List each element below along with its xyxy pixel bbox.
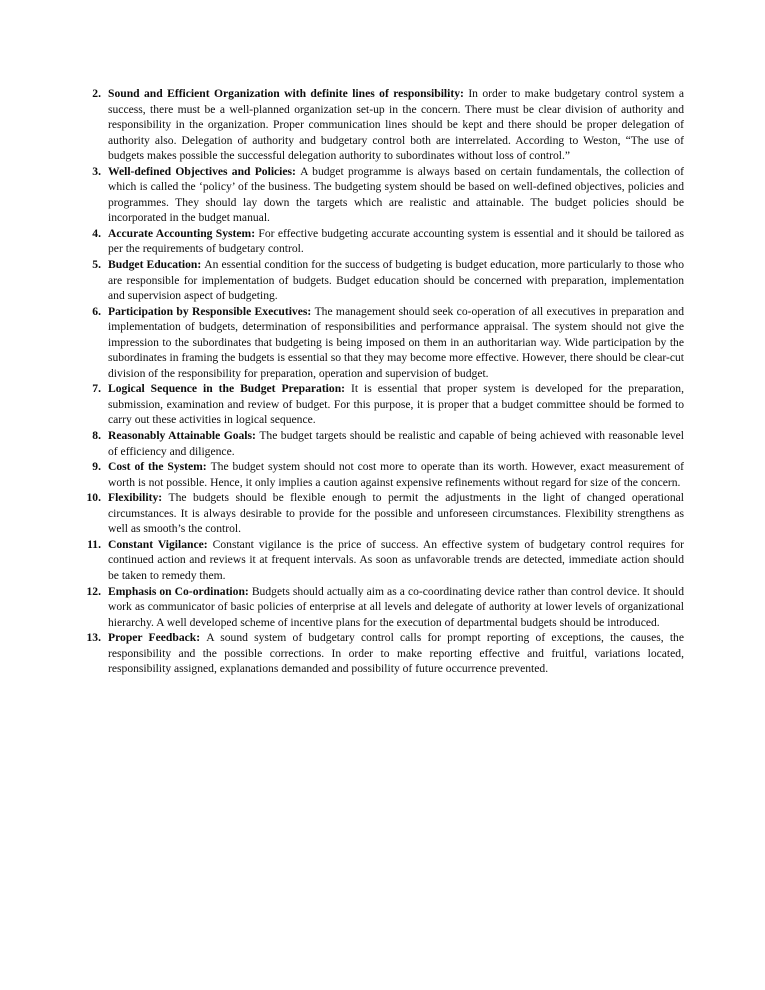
list-item-body <box>108 164 684 226</box>
list-item-number: 4. <box>92 226 101 240</box>
list-item-text: The management should seek co-operation of all executives in preparation and implementation of budgets, determination of responsibilities and performance appraisal. The system should not give the impression to the subordinates that budgeting is being imposed on them in an authoritarian way. Wide participation by the subordinates in framing the budgets is essential so that they may become more effective. However, there should be clear-cut division of the responsibility for preparation, operation and supervision of budget. <box>108 304 684 380</box>
list-item-number: 8. <box>92 429 101 443</box>
list-item-number: 7. <box>92 382 101 396</box>
list-item-body <box>108 630 684 677</box>
list-item-body <box>108 459 684 490</box>
list-item-term: Participation by Responsible Executives: <box>108 304 312 318</box>
list-item-number: 13. <box>86 631 101 645</box>
list-item-text: The budget targets should be realistic and capable of being achieved with reasonable level of efficiency and diligence. <box>108 429 684 458</box>
list-item <box>82 490 684 537</box>
list-item <box>82 257 684 304</box>
list-item <box>82 428 684 459</box>
list-item-text: For effective budgeting accurate accounting system is essential and it should be tailored as per the requirements of budgetary control. <box>108 226 685 256</box>
list-item-term: Proper Feedback: <box>108 631 201 645</box>
list-item-number: 11. <box>87 537 101 551</box>
list-item-term: Flexibility: <box>108 491 163 505</box>
list-item-text: It is essential that proper system is developed for the preparation, submission, examination and review of budget. For this purpose, it is proper that a budget committee should be formed to carry out these activities in logical sequence. <box>108 382 684 427</box>
list-item-text: In order to make budgetary control system a success, there must be a well-planned organization set-up in the concern. There must be clear division of authority and responsibility in the organization. Proper communication lines should be kept and there should be proper delegation of authority also. Delegation of authority and budgetary control both are interrelated. According to Weston, “The use of budgets makes possible the successful delegation authority to subordinates without loss of control.” <box>108 87 684 163</box>
list-item-text: The budgets should be flexible enough to permit the adjustments in the light of changed operational circumstances. It is always desirable to provide for the possible and unforeseen circumstances. Flexibility strengthens as well as smooth’s the control. <box>108 491 684 536</box>
list-item-number: 2. <box>92 87 101 100</box>
list-item <box>82 537 684 584</box>
list-item-text: A budget programme is always based on certain fundamentals, the collection of which is called the ‘policy’ of the business. The budgeting system should be based on well-defined objectives, policies and programmes. They should lay down the targets which are realistic and attainable. The budget policies should be incorporated in the budget manual. <box>108 164 684 225</box>
list-item <box>82 459 684 490</box>
list-item <box>82 304 684 382</box>
list-item <box>82 164 684 226</box>
list-item-body <box>108 584 684 631</box>
list-item <box>82 86 684 164</box>
list-item-body <box>108 381 684 428</box>
list-item-term: Well-defined Objectives and Policies: <box>108 164 296 178</box>
list-item-text: The budget system should not cost more to operate than its worth. However, exact measurement of worth is not possible. Hence, it only implies a caution against expensive refinements without regard for size of the concern. <box>108 460 684 489</box>
list-item-number: 5. <box>92 258 101 272</box>
list-item <box>82 381 684 428</box>
list-item-term: Emphasis on Co-ordination: <box>108 584 249 598</box>
list-item-number: 10. <box>86 491 101 505</box>
list-item-text: Constant vigilance is the price of success. An effective system of budgetary control requires for continued action and reviews it at frequent intervals. As soon as unfavorable trends are detected, immediate action should be taken to remedy them. <box>108 537 684 582</box>
list-item <box>82 584 684 631</box>
list-item-term: Sound and Efficient Organization with definite lines of responsibility: <box>108 87 464 100</box>
list-item-body <box>108 428 684 459</box>
list-item <box>82 630 684 677</box>
list-item-body <box>108 537 684 584</box>
list-item-body <box>108 226 684 257</box>
list-item-number: 3. <box>92 164 101 178</box>
list-item <box>82 226 684 257</box>
list-item-text: Budgets should actually aim as a co-coordinating device rather than control device. It should work as communicator of basic policies of enterprise at all levels and delegate of authority at lower levels of organizational hierarchy. A well developed scheme of incentive plans for the execution of departmental budgets should be introduced. <box>108 584 684 629</box>
list-item-number: 6. <box>92 304 101 318</box>
list-item-body <box>108 490 684 537</box>
list-item-body <box>108 86 684 164</box>
list-item-term: Constant Vigilance: <box>108 537 208 551</box>
list-item-body <box>108 304 684 382</box>
list-item-text: A sound system of budgetary control calls for prompt reporting of exceptions, the causes, the responsibility and the possible corrections. In order to make reporting effective and fruitful, variations located, responsibility assigned, explanations demanded and possibility of future occurrence prevented. <box>108 631 684 676</box>
list-item-text: An essential condition for the success of budgeting is budget education, more particularly to those who are responsible for implementation of budgets. Budget education should be concerned with preparation, implementation and supervision aspect of budgeting. <box>108 258 684 303</box>
list-item-number: 9. <box>92 460 101 474</box>
list-item-term: Reasonably Attainable Goals: <box>108 429 256 443</box>
list-item-term: Logical Sequence in the Budget Preparation: <box>108 382 346 396</box>
document-body <box>82 86 684 677</box>
list-item-term: Budget Education: <box>108 258 202 272</box>
list-item-number: 12. <box>86 584 101 598</box>
list-item-term: Accurate Accounting System: <box>108 226 256 240</box>
list-item-body <box>108 257 684 304</box>
numbered-point-list <box>82 86 684 677</box>
list-item-term: Cost of the System: <box>108 460 207 474</box>
